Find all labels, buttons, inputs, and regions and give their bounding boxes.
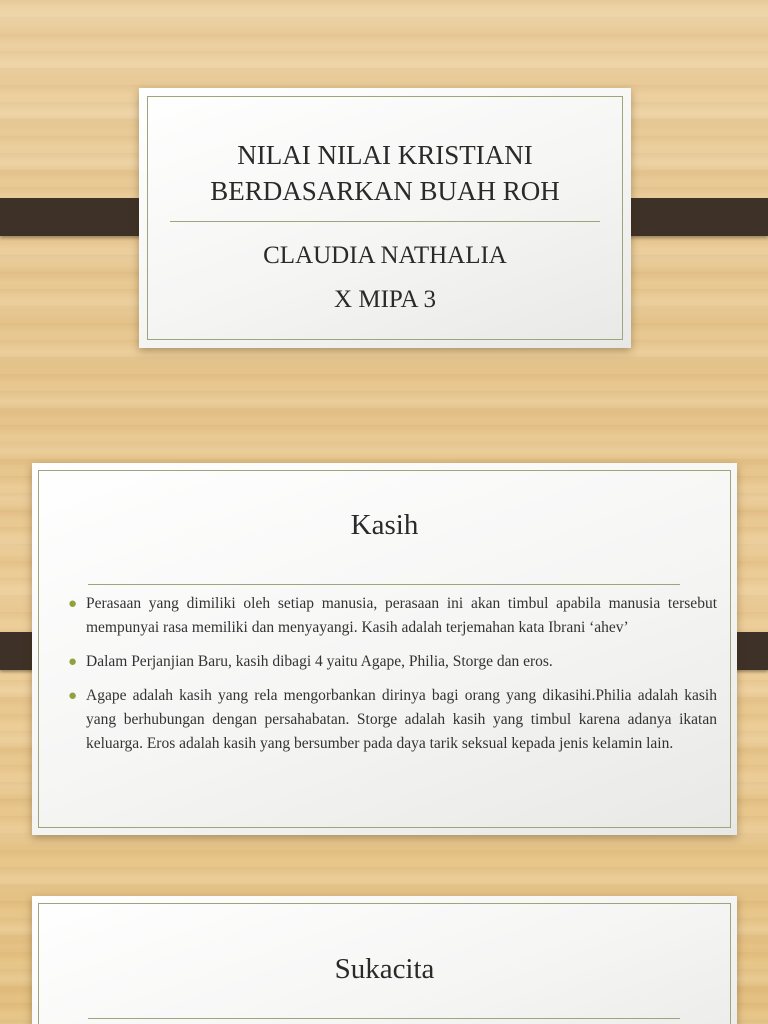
heading-divider	[88, 584, 680, 585]
title-divider	[170, 221, 600, 222]
bullet-dot-icon: ●	[68, 654, 78, 670]
bullet-dot-icon: ●	[68, 688, 78, 704]
list-item	[64, 684, 717, 756]
bullet-list	[64, 592, 717, 766]
bullet-text: Dalam Perjanjian Baru, kasih dibagi 4 yaitu Agape, Philia, Storge dan eros.	[86, 653, 553, 670]
list-item	[64, 650, 717, 674]
bullet-text: Agape adalah kasih yang rela mengorbankan dirinya bagi orang yang dikasihi.Philia adalah kasih yang berhubungan dengan persahabatan. Storge adalah kasih yang timbul karena adanya ikatan keluarga. Eros adalah kasih yang bersumber pada daya tarik seksual kepada jenis kelamin lain.	[86, 687, 717, 752]
slide-title-line-1: NILAI NILAI KRISTIANI	[237, 140, 533, 170]
right-strap-slide1	[613, 198, 768, 236]
class-name: X MIPA 3	[334, 286, 436, 313]
slide-heading: Kasih	[350, 509, 419, 541]
slide-title-line-2: BERDASARKAN BUAH ROH	[210, 176, 560, 206]
list-item	[64, 592, 717, 640]
kasih-slide	[32, 463, 737, 835]
author-name: CLAUDIA NATHALIA	[263, 242, 507, 269]
left-strap-slide1	[0, 198, 156, 236]
heading-divider	[88, 1018, 680, 1019]
slide-heading: Sukacita	[334, 953, 435, 985]
sukacita-slide	[32, 896, 737, 1024]
title-slide	[139, 88, 631, 348]
bullet-dot-icon: ●	[68, 596, 78, 612]
bullet-text: Perasaan yang dimiliki oleh setiap manusia, perasaan ini akan timbul apabila manusia tersebut mempunyai rasa memiliki dan menyayangi. Kasih adalah terjemahan kata Ibrani ‘ahev’	[86, 595, 717, 636]
